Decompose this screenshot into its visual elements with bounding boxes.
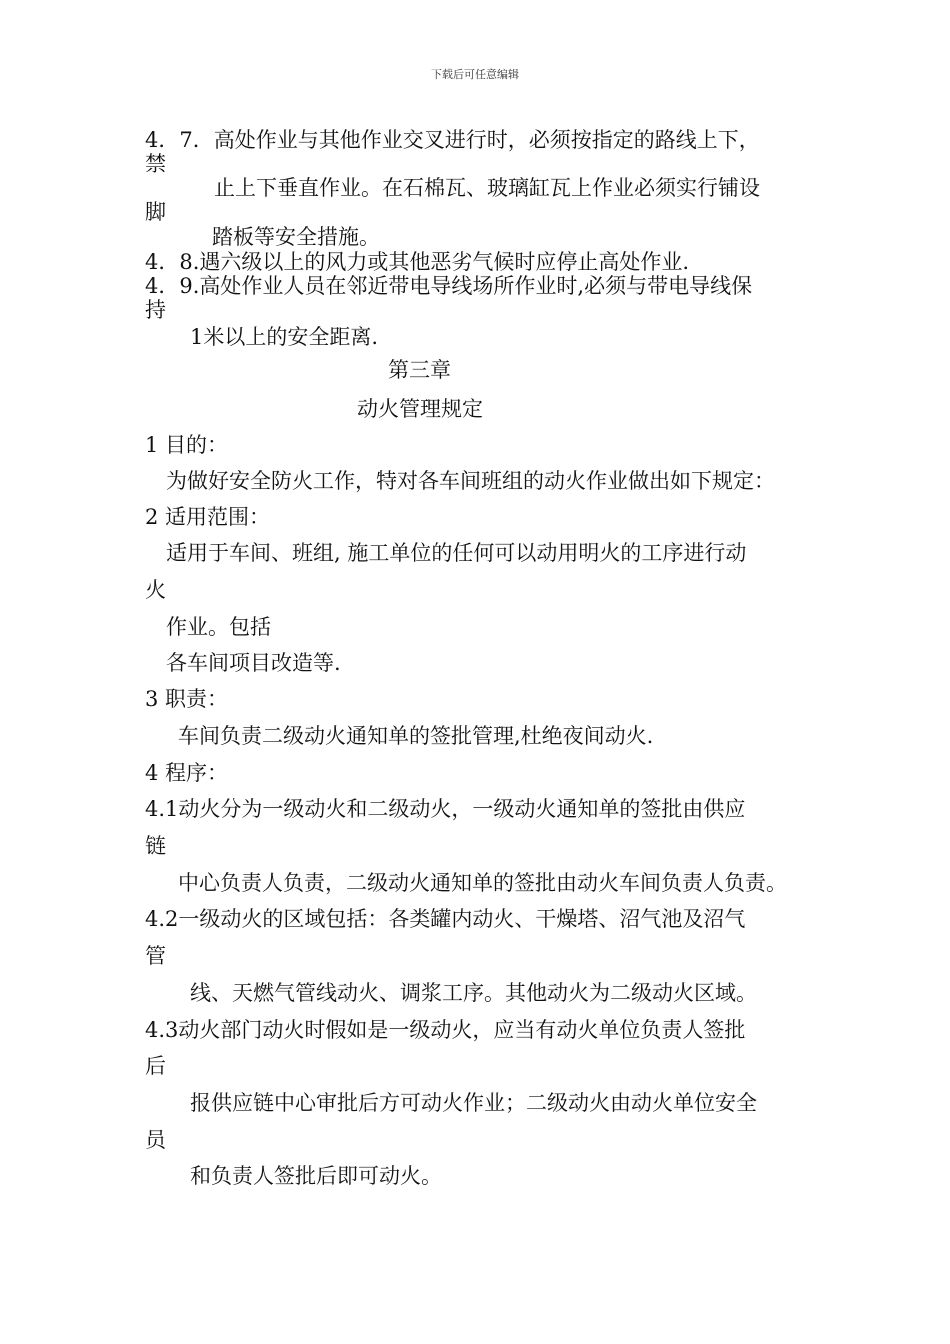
text-line: 4．7．高处作业与其他作业交叉进行时，必须按指定的路线上下， bbox=[145, 128, 760, 152]
text-line: 各车间项目改造等. bbox=[166, 651, 341, 675]
text-line: 火 bbox=[145, 578, 166, 602]
text-line: 管 bbox=[145, 944, 166, 968]
text-line: 4.3动火部门动火时假如是一级动火，应当有动火单位负责人签批 bbox=[145, 1018, 746, 1042]
text-line: 适用于车间、班组, 施工单位的任何可以动用明火的工序进行动 bbox=[166, 541, 747, 565]
text-line: 踏板等安全措施。 bbox=[212, 225, 380, 249]
text-line: 链 bbox=[145, 834, 166, 858]
text-line: 中心负责人负责，二级动火通知单的签批由动火车间负责人负责。 bbox=[178, 871, 787, 895]
chapter-number: 第三章 bbox=[388, 358, 451, 382]
text-line: 脚 bbox=[145, 200, 166, 224]
text-line: 和负责人签批后即可动火。 bbox=[190, 1164, 442, 1188]
chapter-title: 动火管理规定 bbox=[357, 397, 483, 421]
text-line: 持 bbox=[145, 298, 166, 322]
text-line: 后 bbox=[145, 1054, 166, 1078]
section-heading: 2 适用范围： bbox=[145, 505, 271, 529]
page-header: 下载后可任意编辑 bbox=[431, 68, 519, 81]
text-line: 1米以上的安全距离. bbox=[190, 325, 379, 349]
text-line: 线、天燃气管线动火、调浆工序。其他动火为二级动火区域。 bbox=[190, 981, 757, 1005]
section-heading: 1 目的： bbox=[145, 433, 229, 457]
text-line: 作业。包括 bbox=[166, 615, 271, 639]
text-line: 止上下垂直作业。在石棉瓦、玻璃缸瓦上作业必须实行铺设 bbox=[214, 176, 760, 200]
text-line: 4.1动火分为一级动火和二级动火，一级动火通知单的签批由供应 bbox=[145, 797, 746, 821]
text-line: 员 bbox=[145, 1128, 166, 1152]
section-heading: 4 程序： bbox=[145, 761, 229, 785]
text-line: 车间负责二级动火通知单的签批管理,杜绝夜间动火. bbox=[178, 724, 654, 748]
text-line: 为做好安全防火工作，特对各车间班组的动火作业做出如下规定： bbox=[166, 469, 775, 493]
text-line: 4．8.遇六级以上的风力或其他恶劣气候时应停止高处作业. bbox=[145, 250, 690, 274]
section-heading: 3 职责： bbox=[145, 687, 229, 711]
text-line: 4.2一级动火的区域包括：各类罐内动火、干燥塔、沼气池及沼气 bbox=[145, 907, 746, 931]
text-line: 报供应链中心审批后方可动火作业；二级动火由动火单位安全 bbox=[190, 1091, 757, 1115]
text-line: 禁 bbox=[145, 152, 166, 176]
text-line: 4．9.高处作业人员在邻近带电导线场所作业时,必须与带电导线保 bbox=[145, 274, 753, 298]
